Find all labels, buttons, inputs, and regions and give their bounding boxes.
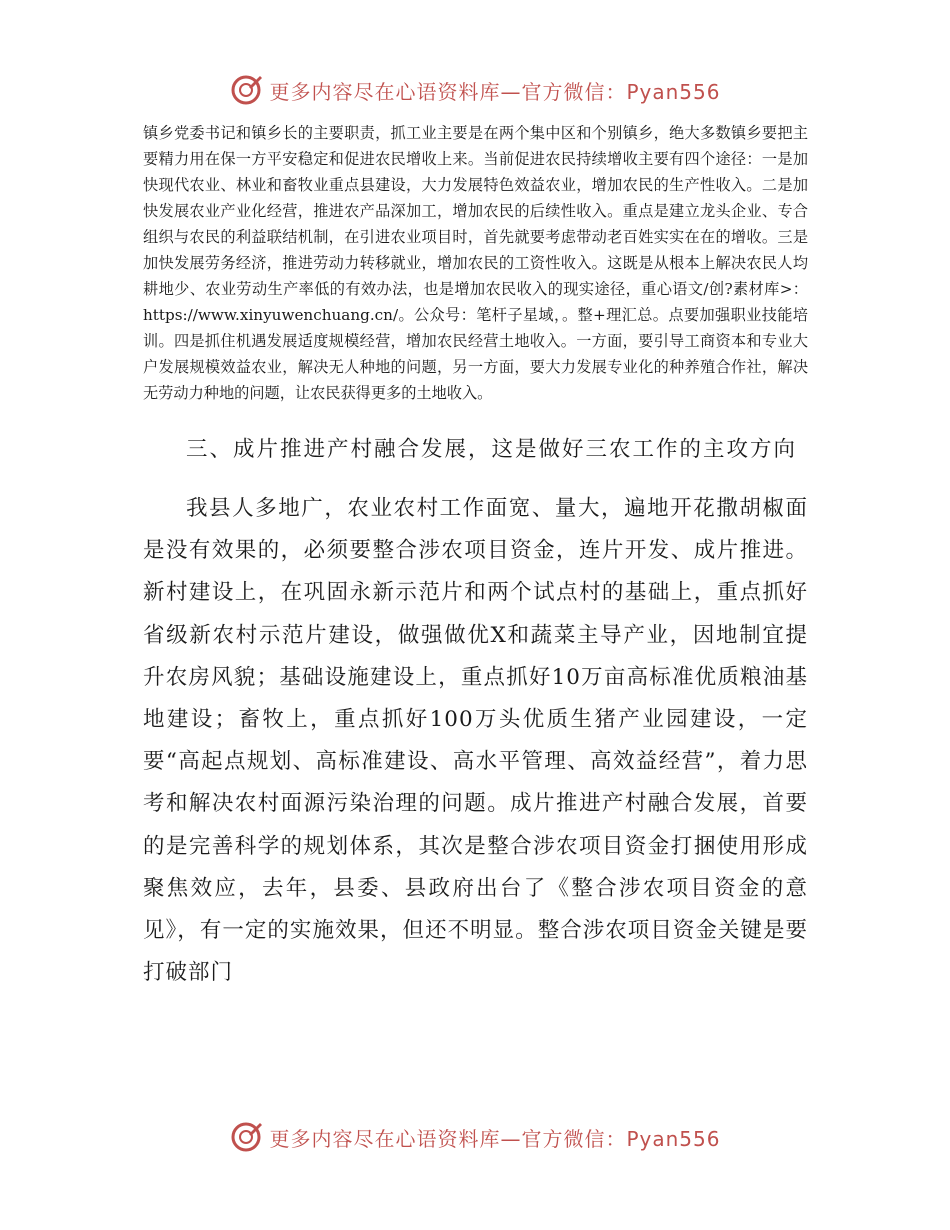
section-heading: 三、成片推进产村融合发展，这是做好三农工作的主攻方向 bbox=[186, 437, 798, 462]
header-watermark-text: 更多内容尽在心语资料库—官方微信：Pyan556 bbox=[269, 79, 721, 104]
pen-circle-logo-icon bbox=[229, 73, 263, 107]
main-paragraph: 我县人多地广，农业农村工作面宽、量大，遍地开花撒胡椒面是没有效果的，必须要整合涉农项目资金，连片开发、成片推进。新村建设上，在巩固永新示范片和两个试点村的基础上，重点抓好省级新农村示范片建设，做强做优X和蔬菜主导产业，因地制宜提升农房风貌；基础设施建设上，重点抓好10万亩高标准优质粮油基地建设；畜牧上，重点抓好100万头优质生猪产业园建设，一定要“高起点规划、高标准建设、高水平管理、高效益经营”，着力思考和解决农村面源污染治理的问题。成片推进产村融合发展，首要的是完善科学的规划体系，其次是整合涉农项目资金打捆使用形成聚焦效应，去年，县委、县政府出台了《整合涉农项目资金的意见》，有一定的实施效果，但还不明显。整合涉农项目资金关键是要打破部门 bbox=[143, 496, 808, 986]
pen-circle-logo-icon bbox=[229, 1120, 263, 1154]
footer-watermark-text: 更多内容尽在心语资料库—官方微信：Pyan556 bbox=[269, 1126, 721, 1151]
intro-paragraph: 镇乡党委书记和镇乡长的主要职责，抓工业主要是在两个集中区和个别镇乡，绝大多数镇乡要把主要精力用在保一方平安稳定和促进农民增收上来。当前促进农民持续增收主要有四个途径：一是加快现代农业、林业和畜牧业重点县建设，大力发展特色效益农业，增加农民的生产性收入。二是加快发展农业产业化经营，推进农产品深加工，增加农民的后续性收入。重点是建立龙头企业、专合组织与农民的利益联结机制，在引进农业项目时，首先就要考虑带动老百姓实实在在的增收。三是加快发展劳务经济，推进劳动力转移就业，增加农民的工资性收入。这既是从根本上解决农民人均耕地少、农业劳动生产率低的有效办法，也是增加农民收入的现实途径，重心语文/创?素材库>：https://www.xinyuwenchuang.cn/。公众号：笔杆子星域，。整+理汇总。点要加强职业技能培训。四是抓住机遇发展适度规模经营，增加农民经营土地收入。一方面，要引导工商资本和专业大户发展规模效益农业，解决无人种地的问题，另一方面，要大力发展专业化的种养殖合作社，解决无劳动力种地的问题，让农民获得更多的土地收入。 bbox=[143, 124, 808, 402]
footer-watermark bbox=[0, 1117, 950, 1157]
document-body bbox=[143, 120, 808, 994]
header-watermark bbox=[0, 70, 950, 110]
